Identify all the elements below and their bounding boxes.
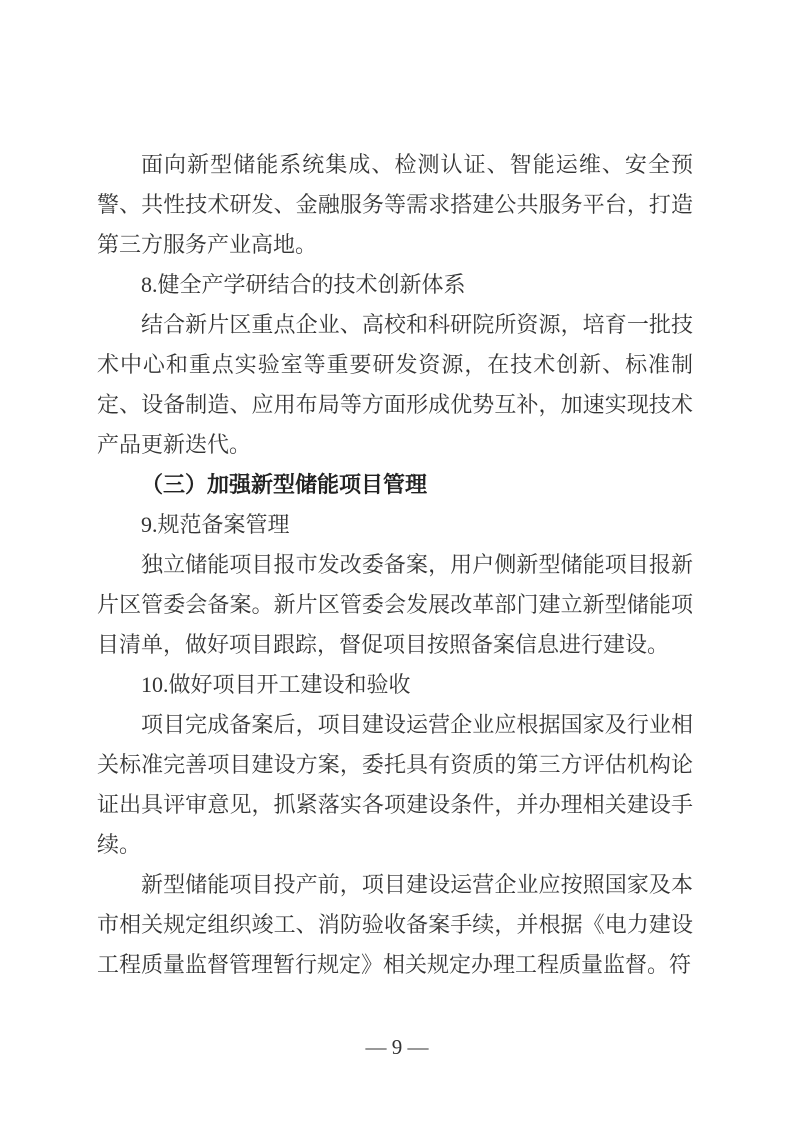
heading-item-9: 9.规范备案管理 (141, 512, 290, 537)
paragraph-service-platform: 面向新型储能系统集成、检测认证、智能运维、安全预警、共性技术研发、金融服务等需求搭建公共服务平台，打造第三方服务产业高地。 (97, 152, 693, 257)
paragraph-acceptance-supervision: 新型储能项目投产前，项目建设运营企业应按照国家及本市相关规定组织竣工、消防验收备案手续，并根据《电力建设工程质量监督管理暂行规定》相关规定办理工程质量监督。符 (97, 872, 693, 977)
document-body (97, 145, 693, 985)
page-number: — 9 — (365, 1035, 429, 1059)
section-heading-3: （三）加强新型储能项目管理 (141, 472, 428, 497)
heading-item-8: 8.健全产学研结合的技术创新体系 (141, 272, 466, 297)
heading-item-10: 10.做好项目开工建设和验收 (141, 672, 411, 697)
paragraph-filing-management: 独立储能项目报市发改委备案，用户侧新型储能项目报新片区管委会备案。新片区管委会发展改革部门建立新型储能项目清单，做好项目跟踪，督促项目按照备案信息进行建设。 (97, 552, 693, 657)
paragraph-innovation-system: 结合新片区重点企业、高校和科研院所资源，培育一批技术中心和重点实验室等重要研发资源，在技术创新、标准制定、设备制造、应用布局等方面形成优势互补，加速实现技术产品更新迭代。 (97, 312, 693, 457)
paragraph-construction-process: 项目完成备案后，项目建设运营企业应根据国家及行业相关标准完善项目建设方案，委托具有资质的第三方评估机构论证出具评审意见，抓紧落实各项建设条件，并办理相关建设手续。 (97, 712, 693, 857)
